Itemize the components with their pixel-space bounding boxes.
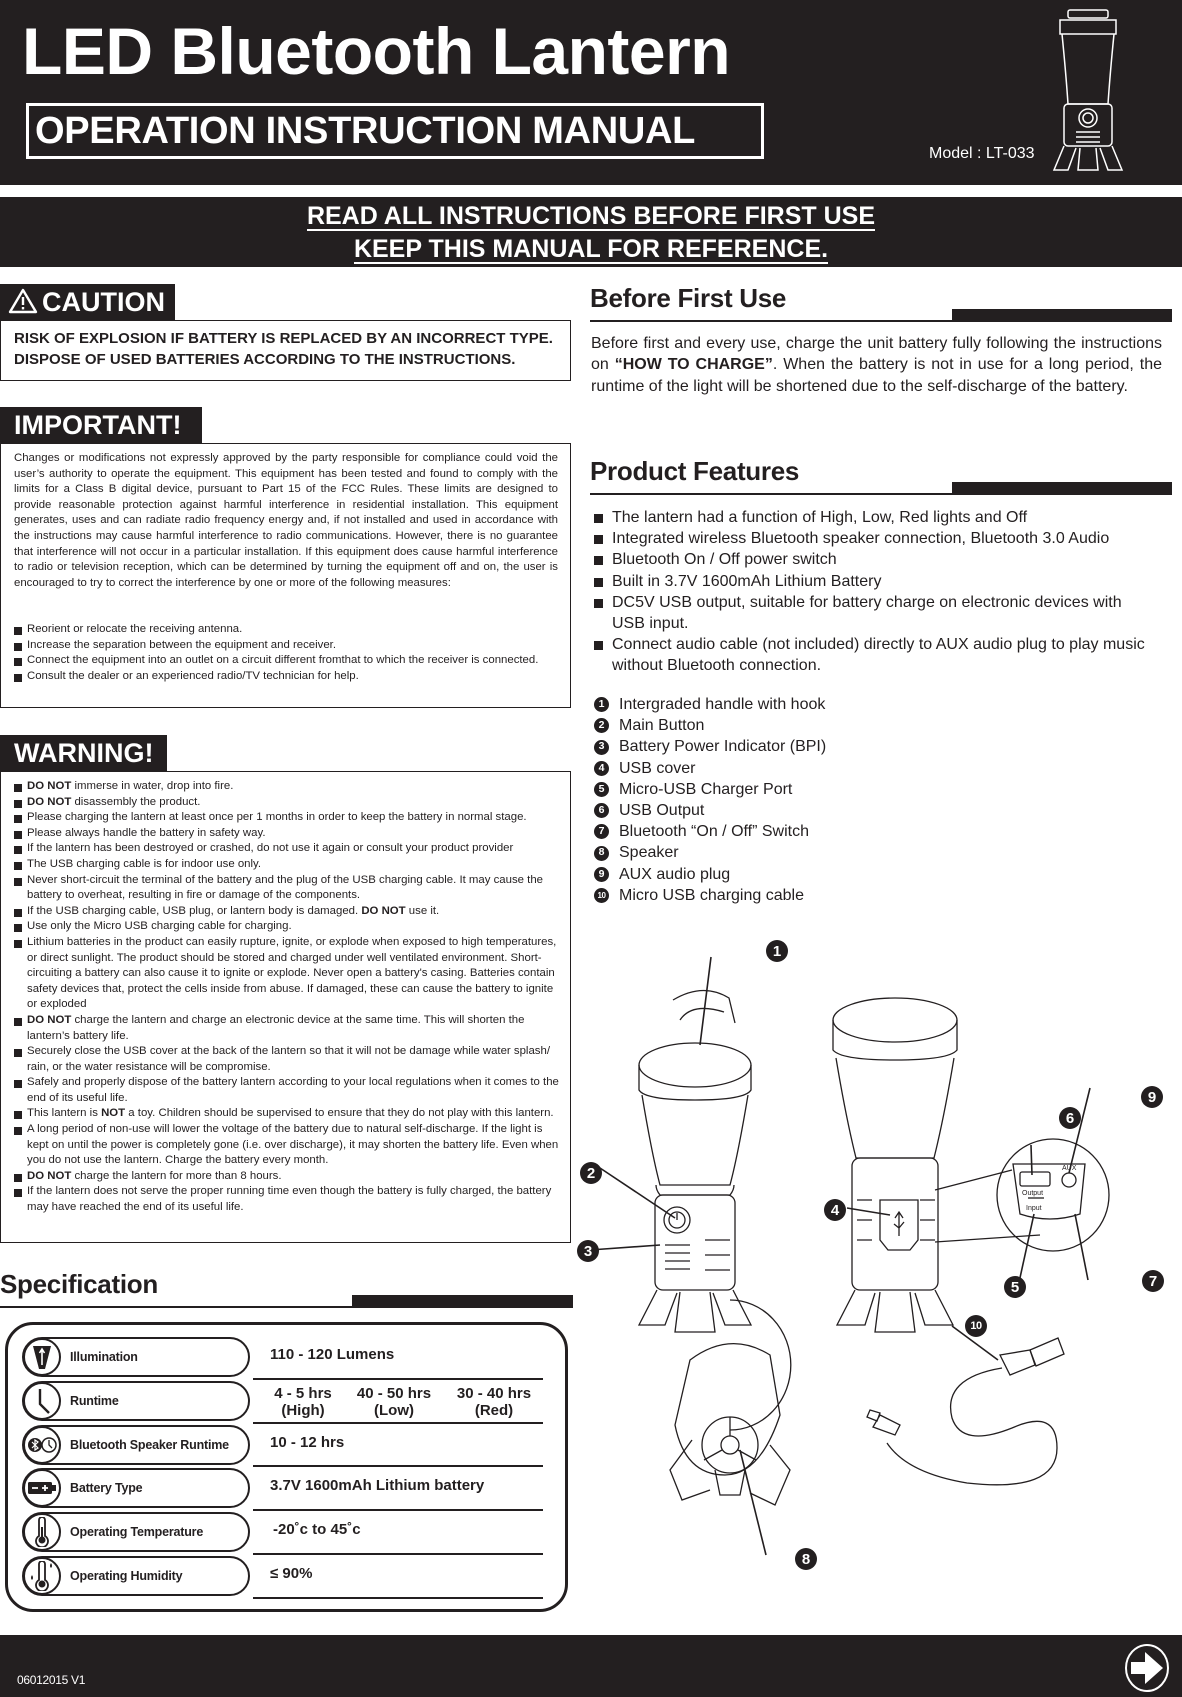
svg-text:Input: Input	[1026, 1205, 1042, 1212]
spec-divider	[253, 1553, 543, 1555]
runtime-low: 40 - 50 hrs (Low)	[356, 1385, 432, 1419]
list-item: Use only the Micro USB charging cable for charging.	[14, 919, 560, 935]
product-diagram	[580, 940, 1182, 1600]
lantern-icon	[1050, 6, 1126, 176]
fcc-statement: Changes or modifications not expressly approved by the party responsible for compliance could void the user’s authority to operate the equipment. This equipment has been tested and found to comply with the limits for a Class B digital device, pursuant to Part 15 of the FCC Rules. These limits are designed to provide reasonable protection against harmful interference in residential installation. This equipment generates, uses and can radiate radio frequency energy and, if not installed and used in accordance with the instructions may cause harmful interference to radio communications. However, there is no guarantee that interference will not occur in a particular installation. If this equipment does cause harmful interference to radio or television reception, which can be determined by turning the equipment off and on, the user is encouraged to try to correct the interference by one or more of the following measures:	[14, 452, 558, 589]
caution-text: RISK OF EXPLOSION IF BATTERY IS REPLACED BY AN INCORRECT TYPE. DISPOSE OF USED BATTERIES ACCORDING TO THE INSTRUCTIONS.	[14, 330, 553, 368]
caution-heading	[0, 284, 175, 320]
model-number: Model : LT-033	[929, 145, 1035, 162]
section-bar	[352, 1295, 573, 1307]
footer	[0, 1635, 1182, 1697]
part-item: 5 Micro-USB Charger Port	[594, 779, 994, 800]
spec-value-illumination: 110 - 120 Lumens	[270, 1346, 395, 1363]
part-item: 2 Main Button	[594, 715, 994, 736]
runtime-red: 30 - 40 hrs (Red)	[456, 1385, 532, 1419]
lantern-bottom-view	[670, 1300, 791, 1505]
callout-1: 1	[766, 940, 788, 962]
part-item: 8 Speaker	[594, 842, 994, 863]
flashlight-icon	[23, 1338, 61, 1376]
spec-value-bluetooth-runtime: 10 - 12 hrs	[270, 1434, 345, 1451]
list-item: If the lantern does not serve the proper running time even though the battery is fully charged, the battery may have reached the end of its useful life.	[14, 1184, 560, 1215]
spec-divider	[253, 1422, 543, 1424]
lantern-back-view	[833, 998, 957, 1332]
interference-measures-list	[14, 622, 554, 684]
section-bar	[952, 482, 1172, 494]
svg-text:Output: Output	[1022, 1190, 1044, 1197]
part-item: 3 Battery Power Indicator (BPI)	[594, 736, 994, 757]
part-item: 7 Bluetooth “On / Off” Switch	[594, 821, 994, 842]
list-item: Safely and properly dispose of the battery lantern according to your local regulations when it comes to the end of its useful life.	[14, 1075, 560, 1106]
spec-row-operating-temperature: Operating Temperature	[22, 1512, 250, 1552]
warning-heading: WARNING!	[0, 735, 167, 771]
battery-icon	[23, 1469, 61, 1507]
list-item: If the USB charging cable, USB plug, or lantern body is damaged. DO NOT use it.	[14, 904, 560, 920]
callout-7: 7	[1142, 1270, 1164, 1292]
part-item: 1 Intergraded handle with hook	[594, 694, 994, 715]
lantern-illustrations	[580, 940, 1182, 1600]
spec-row-bluetooth-runtime: Bluetooth Speaker Runtime	[22, 1425, 250, 1465]
spec-divider	[253, 1509, 543, 1511]
product-features-title: Product Features	[590, 456, 800, 486]
specification-title: Specification	[0, 1269, 158, 1299]
important-heading: IMPORTANT!	[0, 407, 202, 443]
parts-list	[594, 694, 994, 906]
warning-list	[14, 779, 560, 1216]
lantern-front-view	[639, 990, 751, 1332]
list-item: DO NOT disassembly the product.	[14, 795, 560, 811]
list-item: Bluetooth On / Off power switch	[594, 549, 1154, 570]
part-item: 4 USB cover	[594, 758, 994, 779]
callout-4: 4	[824, 1199, 846, 1221]
list-item: Consult the dealer or an experienced radio/TV technician for help.	[14, 669, 554, 685]
callout-8: 8	[795, 1548, 817, 1570]
callout-5: 5	[1004, 1276, 1026, 1298]
callout-3: 3	[577, 1240, 599, 1262]
warning-triangle-icon	[8, 288, 38, 314]
arrow-right-circle-icon[interactable]	[1123, 1642, 1171, 1694]
list-item: Increase the separation between the equipment and receiver.	[14, 638, 554, 654]
read-instructions-banner	[0, 197, 1182, 267]
banner-line-1: READ ALL INSTRUCTIONS BEFORE FIRST USE	[306, 202, 876, 230]
list-item: DO NOT charge the lantern for more than 8 hours.	[14, 1169, 560, 1185]
spec-divider	[253, 1378, 543, 1380]
svg-text:AUX: AUX	[1062, 1165, 1077, 1172]
list-item: Never short-circuit the terminal of the battery and the plug of the USB charging cable. It may cause the battery to overheat, resulting in fire or damage of the components.	[14, 873, 560, 904]
thermometer-icon	[23, 1513, 61, 1551]
list-item: DO NOT charge the lantern and charge an electronic device at the same time. This will shorten the lantern’s battery life.	[14, 1013, 560, 1044]
list-item: Integrated wireless Bluetooth speaker connection, Bluetooth 3.0 Audio	[594, 528, 1154, 549]
list-item: Lithium batteries in the product can easily rupture, ignite, or explode when exposed to high temperatures, or direct sunlight. The product should be stored and charged under well ventilated environment. Short-circuiting a battery can also cause it to ignite or explode. Never open a battery's casing. Batteries contain safety devices that, protect the cells inside from abuse. If damaged, these can cause the battery to ignite or exploded	[14, 935, 560, 1013]
version-code: 06012015 V1	[17, 1673, 86, 1687]
callout-6: 6	[1059, 1107, 1081, 1129]
spec-value-operating-humidity: ≤ 90%	[270, 1565, 313, 1582]
list-item: DO NOT immerse in water, drop into fire.	[14, 779, 560, 795]
humidity-thermometer-icon	[23, 1557, 61, 1595]
runtime-high: 4 - 5 hrs (High)	[274, 1385, 332, 1419]
list-item: Built in 3.7V 1600mAh Lithium Battery	[594, 571, 1154, 592]
caution-label: CAUTION	[42, 287, 165, 317]
spec-divider	[253, 1597, 543, 1599]
list-item: The USB charging cable is for indoor use only.	[14, 857, 560, 873]
list-item: If the lantern has been destroyed or crashed, do not use it again or consult your product provider	[14, 841, 560, 857]
part-item: 6 USB Output	[594, 800, 994, 821]
part-item: 9 AUX audio plug	[594, 864, 994, 885]
list-item: The lantern had a function of High, Low, Red lights and Off	[594, 507, 1154, 528]
spec-row-runtime: Runtime	[22, 1381, 250, 1421]
clock-icon	[23, 1382, 61, 1420]
banner-line-2: KEEP THIS MANUAL FOR REFERENCE.	[353, 235, 829, 263]
list-item: Please always handle the battery in safety way.	[14, 826, 560, 842]
list-item: A long period of non-use will lower the voltage of the battery due to natural self-discharge. If the light is kept on until the power is completely gone (i.e. over discharge), it may shorten the battery life. Even when you do not use the lantern. Charge the battery every month.	[14, 1122, 560, 1169]
spec-value-battery-type: 3.7V 1600mAh Lithium battery	[270, 1477, 485, 1494]
features-list	[594, 507, 1154, 677]
spec-divider	[253, 1465, 543, 1467]
list-item: Connect the equipment into an outlet on a circuit different fromthat to which the receiver is connected.	[14, 653, 554, 669]
document-subtitle: OPERATION INSTRUCTION MANUAL	[26, 103, 764, 159]
document-title: LED Bluetooth Lantern	[22, 14, 731, 88]
spec-row-illumination: Illumination	[22, 1337, 250, 1377]
list-item: This lantern is NOT a toy. Children should be supervised to ensure that they do not play with this lantern.	[14, 1106, 560, 1122]
list-item: DC5V USB output, suitable for battery charge on electronic devices with USB input.	[594, 592, 1154, 634]
list-item: Securely close the USB cover at the back of the lantern so that it will not be damage while water splash/ rain, or the water resistance will be compromise.	[14, 1044, 560, 1075]
before-first-use-text: Before first and every use, charge the unit battery fully following the instructions on “HOW TO CHARGE”. When the battery is not in use for a long period, the runtime of the light will be shortened due to the self-discharge of the battery.	[591, 335, 1162, 395]
usb-cable	[867, 1338, 1064, 1485]
part-item: 10 Micro USB charging cable	[594, 885, 994, 906]
callout-10: 10	[965, 1315, 987, 1337]
spec-row-operating-humidity: Operating Humidity	[22, 1556, 250, 1596]
list-item: Connect audio cable (not included) directly to AUX audio plug to play music without Bluetooth connection.	[594, 634, 1154, 676]
list-item: Please charging the lantern at least once per 1 months in order to keep the battery in normal stage.	[14, 810, 560, 826]
before-first-use-title: Before First Use	[590, 283, 787, 313]
section-bar	[952, 309, 1172, 321]
bluetooth-clock-icon	[23, 1426, 61, 1464]
callout-2: 2	[580, 1162, 602, 1184]
list-item: Reorient or relocate the receiving antenna.	[14, 622, 554, 638]
spec-value-operating-temperature: -20˚c to 45˚c	[273, 1521, 361, 1538]
callout-9: 9	[1141, 1086, 1163, 1108]
spec-row-battery-type: Battery Type	[22, 1468, 250, 1508]
header	[0, 0, 1182, 185]
